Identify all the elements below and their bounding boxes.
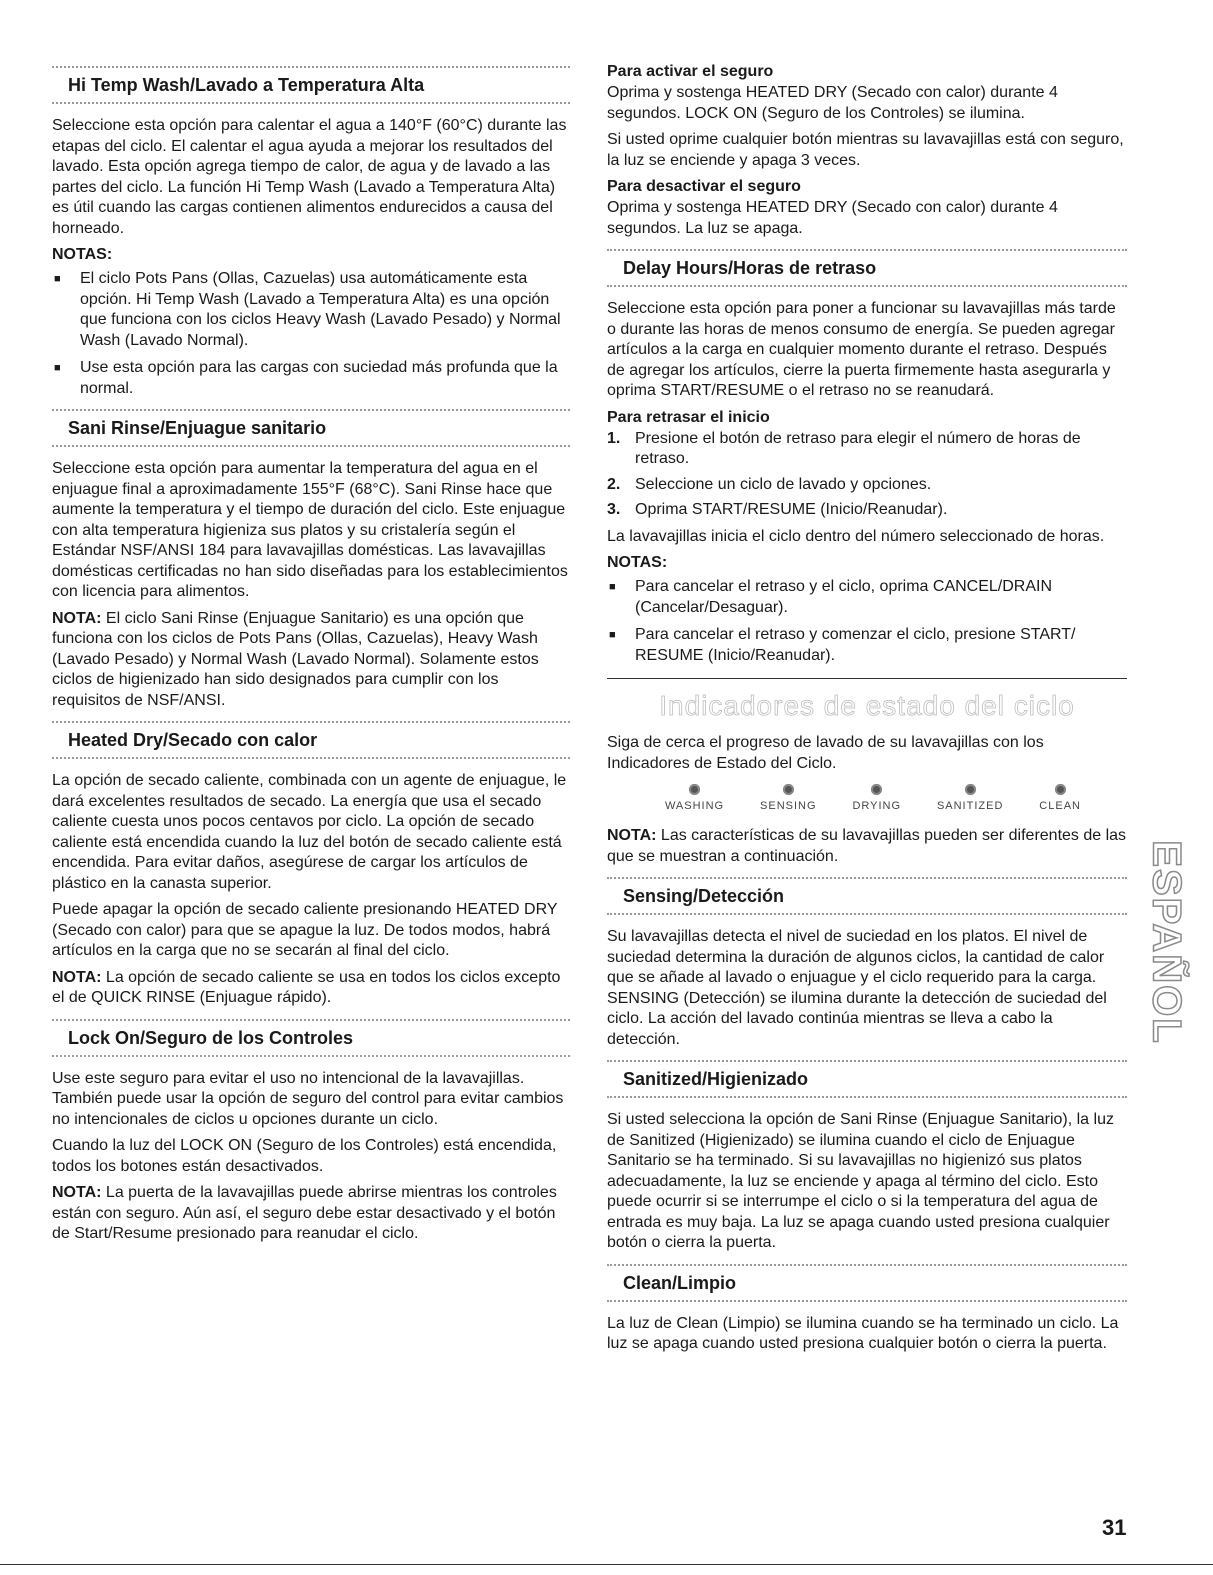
indicadores-nota-text: Las características de su lavavajillas pueden ser diferentes de las que se muestran a continuación. — [607, 827, 1127, 865]
sensing-heading: Sensing/Detección — [607, 877, 1127, 915]
lock-nota-text: La puerta de la lavavajillas puede abrirse mientras los controles están con seguro. Aún así, el seguro debe estar desactivado y el botón de Start/Resume presionado para reanudar el ciclo. — [52, 1184, 557, 1242]
hitemp-body: Seleccione esta opción para calentar el agua a 140°F (60°C) durante las etapas del ciclo. El calentar el agua ayuda a mejorar los resultados del lavado. Esta opción agrega tiempo de calor, de agua y de lavado a las partes del ciclo. La función Hi Temp Wash (Lavado a Temperatura Alta) es útil cuando las cargas contienen alimentos endurecidos a causa del horneado. — [52, 117, 567, 237]
sanirinse-note — [52, 609, 570, 712]
sensing-body: Su lavavajillas detecta el nivel de suciedad en los platos. El nivel de suciedad determina la duración de algunos ciclos, la cantidad de calor que se añade al lavado o enjuague y el ciclo requerido para la carga. SENSING (Detección) se ilumina durante la detección de suciedad del ciclo. La acción del lavado continúa mientras se lleva a cabo la detección. — [607, 928, 1107, 1048]
heated-body-2: Puede apagar la opción de secado caliente presionando HEATED DRY (Secado con calor) para que se apague la luz. De todos modos, habrá artículos en la carga que no se secarán al final del ciclo. — [52, 901, 558, 959]
lock-body-2: Cuando la luz del LOCK ON (Seguro de los Controles) está encendida, todos los botones están desactivados. — [52, 1137, 557, 1175]
indicadores-nota-label: NOTA: — [607, 827, 657, 844]
delay-note-1: ■ Para cancelar el retraso y el ciclo, oprima CANCEL/DRAIN (Cancelar/Desaguar). — [607, 577, 1127, 618]
indicadores-intro: Siga de cerca el progreso de lavado de su lavavajillas con los Indicadores de Estado del Ciclo. — [607, 734, 1044, 772]
lock-heading: Lock On/Seguro de los Controles — [52, 1019, 570, 1057]
lock-note — [52, 1183, 570, 1245]
indicator-light-icon — [871, 784, 882, 795]
lock-nota-label: NOTA: — [52, 1184, 102, 1201]
delay-step-1 — [607, 429, 1127, 470]
delay-sub: Para retrasar el inicio — [607, 408, 770, 426]
indicator-clean — [1039, 784, 1081, 812]
delay-step-3-num: 3. — [607, 501, 621, 518]
heated-nota-text: La opción de secado caliente se usa en todos los ciclos excepto el de QUICK RINSE (Enjuague rápido). — [52, 968, 561, 1006]
heated-body-1: La opción de secado caliente, combinada con un agente de enjuague, le dará excelentes resultados de secado. La energía que usa el secado caliente cuesta unos pocos centavos por ciclo. La opción de secado caliente está encendida cuando la luz del botón de secado caliente está encendida. Para evitar daños, asegúrese de cargar los artículos de plástico en la canasta superior. — [52, 772, 567, 892]
activar-p2: Si usted oprime cualquier botón mientras su lavavajillas está con seguro, la luz se enciende y apaga 3 veces. — [607, 131, 1124, 169]
delay-steps — [607, 429, 1127, 521]
heated-nota-label: NOTA: — [52, 968, 102, 986]
delay-step-1-text: Presione el botón de retraso para elegir el número de horas de retraso. — [635, 429, 1081, 467]
delay-step-1-num: 1. — [607, 429, 621, 447]
section-rule — [607, 678, 1127, 679]
hitemp-note-1: ■ El ciclo Pots Pans (Ollas, Cazuelas) usa automáticamente esta opción. Hi Temp Wash (Lavado a Temperatura Alta) es una opción que funciona con los ciclos Heavy Wash (Lavado Pesado) y Normal Wash (Lavado Normal). — [52, 269, 570, 351]
right-column — [607, 62, 1127, 1361]
side-tab-label: ESPAÑOL — [1144, 840, 1189, 1045]
clean-body: La luz de Clean (Limpio) se ilumina cuando se ha terminado un ciclo. La luz se apaga cuando usted presiona cualquier botón o cierra la puerta. — [607, 1314, 1119, 1352]
heated-note — [52, 968, 570, 1009]
delay-step-2-num: 2. — [607, 475, 621, 493]
desactivar-p1: Oprima y sostenga HEATED DRY (Secado con calor) durante 4 segundos. La luz se apaga. — [607, 199, 1058, 237]
indicadores-note — [607, 826, 1127, 867]
indicadores-title: Indicadores de estado del ciclo — [659, 690, 1075, 721]
indicator-sensing — [760, 784, 817, 812]
indicator-label: SENSING — [760, 800, 817, 812]
delay-after: La lavavajillas inicia el ciclo dentro del número seleccionado de horas. — [607, 527, 1105, 545]
lock-body-1: Use este seguro para evitar el uso no intencional de la lavavajillas. También puede usar la opción de seguro del control para evitar cambios no intencionales de ciclos u opciones durante un ciclo. — [52, 1069, 564, 1128]
indicator-drying — [852, 784, 901, 812]
delay-heading: Delay Hours/Horas de retraso — [607, 249, 1127, 287]
desactivar-title: Para desactivar el seguro — [607, 178, 801, 195]
hitemp-notas-label: NOTAS: — [52, 246, 113, 263]
activar-title: Para activar el seguro — [607, 63, 774, 80]
bottom-rule — [0, 1564, 1213, 1565]
indicator-light-icon — [783, 784, 794, 795]
hitemp-notes — [52, 269, 570, 399]
status-indicators — [607, 784, 1127, 812]
sanitized-heading: Sanitized/Higienizado — [607, 1060, 1127, 1098]
sanirinse-nota-label: NOTA: — [52, 609, 102, 627]
indicator-label: SANITIZED — [936, 800, 1004, 812]
indicator-sanitized — [937, 784, 1003, 812]
heated-heading: Heated Dry/Secado con calor — [52, 721, 570, 759]
delay-step-2-text: Seleccione un ciclo de lavado y opciones. — [635, 475, 932, 493]
sanitized-body: Si usted selecciona la opción de Sani Rinse (Enjuague Sanitario), la luz de Sanitized (Higienizado) se ilumina cuando el ciclo de Enjuague Sanitario se ha terminado. Si su lavavajillas no higienizó sus platos adecuadamente, la luz se enciende y apaga al término del ciclo. Esto puede ocurrir si se interrumpe el ciclo o si la temperatura del agua de entrada es muy baja. La luz se apaga cuando usted presiona cualquier botón o cierra la puerta. — [607, 1111, 1114, 1251]
indicator-light-icon — [689, 784, 700, 795]
delay-notas-label: NOTAS: — [607, 554, 668, 571]
indicator-label: WASHING — [664, 800, 725, 812]
left-column — [52, 62, 570, 1251]
delay-step-3-text: Oprima START/RESUME (Inicio/Reanudar). — [635, 501, 948, 518]
activar-p1: Oprima y sostenga HEATED DRY (Secado con calor) durante 4 segundos. LOCK ON (Seguro de los Controles) se ilumina. — [607, 84, 1058, 122]
delay-step-2 — [607, 475, 1127, 496]
indicator-label: DRYING — [852, 800, 902, 812]
sanirinse-heading: Sani Rinse/Enjuague sanitario — [52, 409, 570, 447]
indicator-washing — [665, 784, 724, 812]
page-number: 31 — [1102, 1515, 1127, 1540]
language-side-tab — [1144, 815, 1189, 1070]
indicator-label: CLEAN — [1039, 800, 1081, 812]
hitemp-note-2: ■ Use esta opción para las cargas con suciedad más profunda que la normal. — [52, 358, 570, 399]
hitemp-heading: Hi Temp Wash/Lavado a Temperatura Alta — [52, 66, 570, 104]
sanirinse-nota-text: El ciclo Sani Rinse (Enjuague Sanitario) es una opción que funciona con los ciclos de Pots Pans (Ollas, Cazuelas), Heavy Wash (Lavado Pesado) y Normal Wash (Lavado Normal). Solamente estos ciclos de higienizado han sido designados para cumplir con los requisitos de NSF/ANSI. — [52, 609, 539, 709]
delay-note-2: ■ Para cancelar el retraso y comenzar el ciclo, presione START/ RESUME (Inicio/Reanudar). — [607, 625, 1127, 666]
delay-notes — [607, 577, 1127, 666]
indicator-light-icon — [965, 784, 976, 795]
delay-body: Seleccione esta opción para poner a funcionar su lavavajillas más tarde o durante las horas de menos consumo de energía. Se pueden agregar artículos a la carga en cualquier momento durante el retraso. Después de agregar los artículos, cierre la puerta firmemente hasta asegurarla y oprima START/RESUME o el retraso no se reanudará. — [607, 300, 1116, 399]
indicator-light-icon — [1055, 784, 1066, 795]
clean-heading: Clean/Limpio — [607, 1264, 1127, 1302]
delay-step-3 — [607, 500, 1127, 521]
sanirinse-body: Seleccione esta opción para aumentar la temperatura del agua en el enjuague final a aproximadamente 155°F (68°C). Sani Rinse hace que aumente la temperatura y el tiempo de duración del ciclo. Este enjuague con alta temperatura higieniza sus platos y su cristalería según el Estándar NSF/ANSI 184 para lavavajillas domésticas. Las lavavajillas domésticas certificadas no han sido diseñadas para los establecimientos con licencia para alimentos. — [52, 460, 568, 600]
